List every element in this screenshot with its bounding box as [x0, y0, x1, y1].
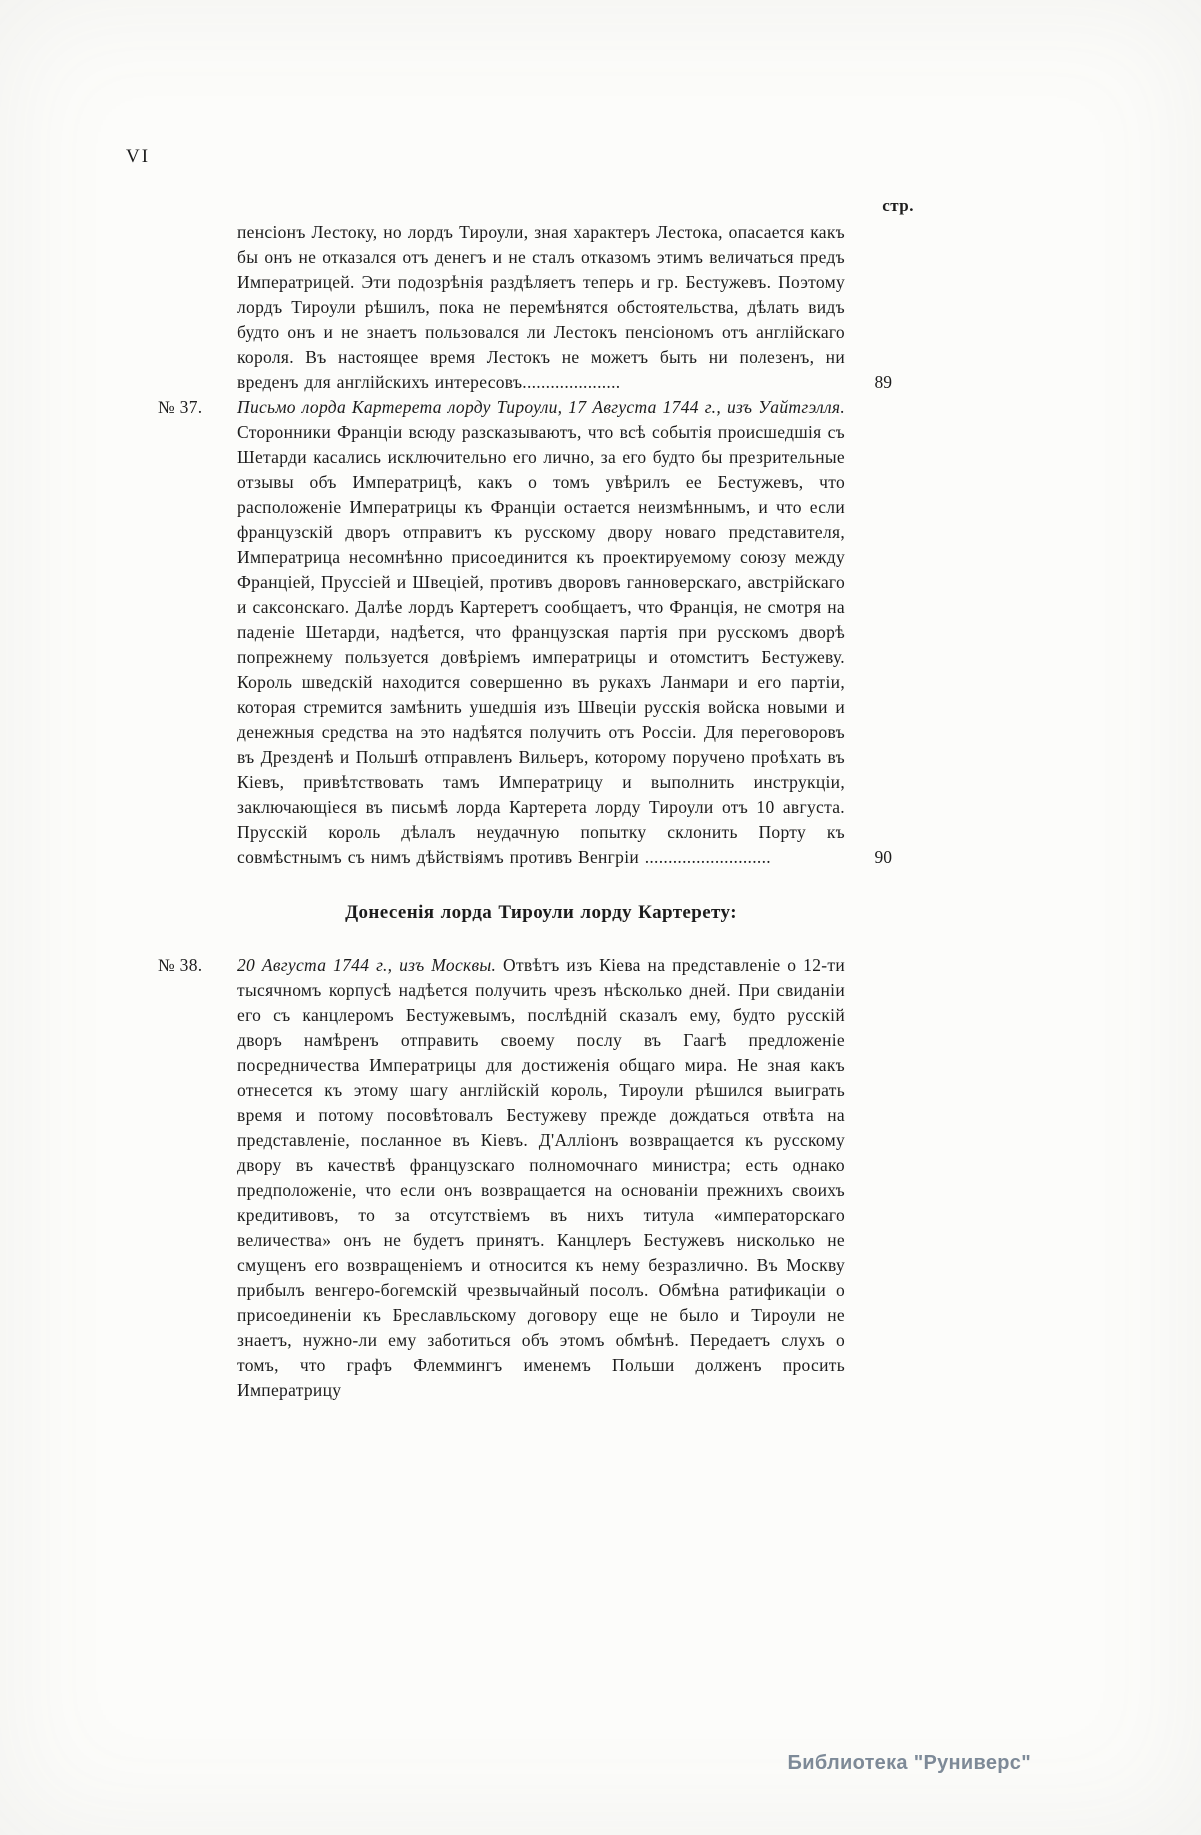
- entry-description: Отвѣтъ изъ Кіева на представленіе о 12-ти тысячномъ корпусѣ надѣется получить чрезъ нѣсколько дней. При свиданіи его съ канцлеромъ Бестужевымъ, послѣдній сказалъ ему, будто русскій дворъ намѣренъ отправить своему послу въ Гаагѣ предложеніе посредничества Императрицы для достиженія общаго мира. Не зная какъ отнесется къ этому шагу англійскій король, Тироули рѣшился выиграть время и потому посовѣтовалъ Бестужеву прежде дождаться отвѣта на представленіе, посланное въ Кіевъ. Д'Алліонъ возвращается къ русскому двору въ качествѣ французскаго полномочнаго министра; есть однако предположеніе, что если онъ возвращается на основаніи прежнихъ своихъ кредитивовъ, то за отсутствіемъ въ нихъ титула «императорскаго величества» онъ не будетъ принятъ. Канцлеръ Бестужевъ нисколько не смущенъ его возвращеніемъ и относится къ нему безразлично. Въ Москву прибылъ венгеро-богемскій чрезвычайный посолъ. Обмѣна ратификаціи о присоединеніи къ Бреславльскому договору еще не было и Тироули не знаетъ, нужно-ли ему заботиться объ этомъ обмѣнѣ. Передаетъ слухъ о томъ, что графъ Флеммингъ именемъ Польши долженъ просить Императрицу: [237, 955, 845, 1400]
- entry-body: [237, 395, 845, 870]
- entry-description: Сторонники Франціи всюду разсказываютъ, что всѣ событія происшедшія съ Шетарди касались исключительно его лично, за его будто бы презрительные отзывы объ Императрицѣ, какъ о томъ увѣрилъ ее Бестужевъ, что расположеніе Императрицы къ Франціи остается неизмѣннымъ, и что если французскій дворъ отправитъ къ русскому двору новаго представителя, Императрица несомнѣнно присоединится къ проектируемому союзу между Франціей, Пруссіей и Швеціей, противъ дворовъ ганноверскаго, австрійскаго и саксонскаго. Далѣе лордъ Картеретъ сообщаетъ, что Франція, не смотря на паденіе Шетарди, надѣется, что французская партія при русскомъ дворѣ попрежнему пользуется довѣріемъ императрицы и отомститъ Бестужеву. Король шведскій находится совершенно въ рукахъ Ланмари и его партіи, которая стремится замѣнить ушедшія изъ Швеціи русскія войска новыми и денежныя средства на это надѣятся получить отъ Россіи. Для переговоровъ въ Дрезденѣ и Польшѣ отправленъ Вильеръ, которому поручено проѣхать въ Кіевъ, привѣтствовать тамъ Императрицу и выполнить инструкціи, заключающіеся въ письмѣ лорда Картерета лорду Тироули отъ 10 августа. Прусскій король дѣлалъ неудачную попытку склонить Порту къ совмѣстнымъ съ нимъ дѣйствіямъ противъ Венгріи ...........................: [237, 422, 845, 867]
- entry-number: № 38.: [158, 955, 203, 975]
- section-heading-row: [158, 900, 892, 925]
- page-column-header: стр.: [882, 196, 914, 215]
- toc-entry-38: [158, 953, 892, 1403]
- entry-description: пенсіонъ Лестоку, но лордъ Тироули, зная характеръ Лестока, опасается какъ бы онъ не отказался отъ денегъ и не сталъ отказомъ этимъ величаться предъ Императрицей. Эти подозрѣнія раздѣляетъ теперь и гр. Бестужевъ. Поэтому лордъ Тироули рѣшилъ, пока не перемѣнятся обстоятельства, дѣлать видъ будто онъ и не знаетъ пользовался ли Лестокъ пенсіономъ отъ англійскаго короля. Въ настоящее время Лестокъ не можетъ быть ни полезенъ, ни вреденъ для англійскихъ интересовъ.....................: [237, 222, 845, 392]
- section-heading: Донесенія лорда Тироули лорду Картерету:: [345, 902, 737, 923]
- table-of-contents: [158, 220, 892, 1403]
- toc-entry-37: [158, 395, 892, 870]
- entry-body: [237, 953, 845, 1403]
- entry-title: 20 Августа 1744 г., изъ Москвы.: [237, 955, 497, 975]
- entry-page-ref: 89: [874, 372, 892, 392]
- folio-page-number: VI: [126, 146, 151, 167]
- toc-entry-continuation: [158, 220, 892, 395]
- entry-page-ref: 90: [874, 847, 892, 867]
- library-watermark: Библиотека "Руниверс": [787, 1752, 1031, 1774]
- entry-title: Письмо лорда Картерета лорду Тироули, 17 Августа 1744 г., изъ Уайтгэлля.: [237, 397, 845, 417]
- entry-number: № 37.: [158, 397, 203, 417]
